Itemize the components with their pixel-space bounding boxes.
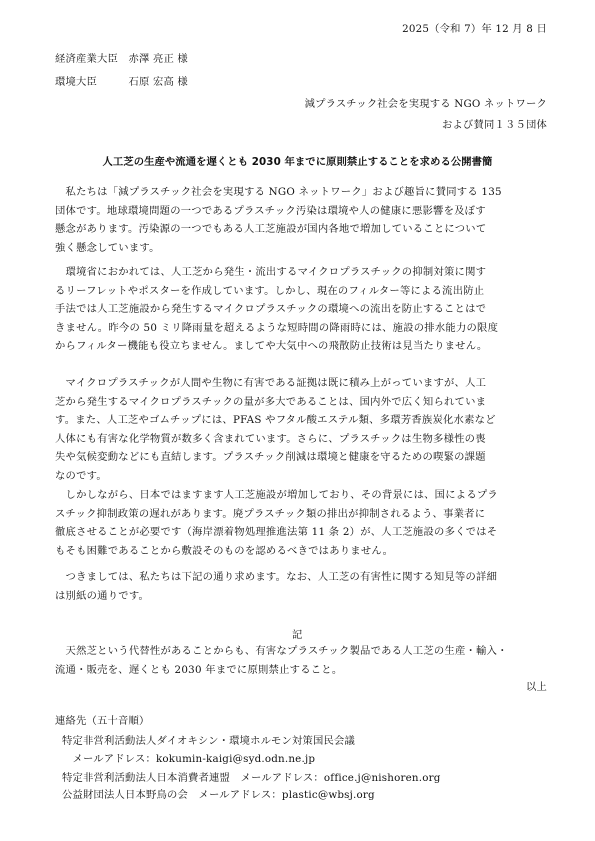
paragraph-line: 私たちは「減プラスチック社会を実現する NGO ネットワーク」および趣旨に賛同する 135 <box>55 186 502 198</box>
paragraph-line: きません。昨今の 50 ミリ降雨量を超えるような短時間の降雨時には、施設の排水能力の限度 <box>55 321 499 334</box>
paragraph-line: 徹底させることが必要です（海岸漂着物処理推進法第 11 条 2）が、人工芝施設の多くではそ <box>55 526 498 538</box>
request-paragraph <box>55 642 545 679</box>
contacts-heading: 連絡先（五十音順） <box>55 715 150 727</box>
paragraph-line: しかしながら、日本ではますます人工芝施設が増加しており、その背景には、国によるプラ <box>55 489 498 501</box>
paragraph-line: 強く懸念しています。 <box>55 241 160 254</box>
paragraph-line: 天然芝という代替性があることからも、有害なプラスチック製品である人工芝の生産・輸入・ <box>55 645 508 657</box>
paragraph-line: なのです。 <box>55 469 107 482</box>
paragraph-line: もそも困難であることから敷設そのものを認めるべきではありません。 <box>55 544 394 557</box>
paragraph-line: 手法では人工芝施設から発生するマイクロプラスチックの環境への流出を防止することはで <box>55 303 487 315</box>
paragraph-line: からフィルター機能も役立ちません。ましてや大気中への飛散防止技術は見当たりません。 <box>55 340 488 352</box>
body-paragraph-1 <box>55 183 545 257</box>
paragraph-line: は別紙の通りです。 <box>55 589 150 602</box>
sender-organization: 減プラスチック社会を実現する NGO ネットワーク <box>304 98 547 110</box>
paragraph-line: マイクロプラスチックが人間や生物に有害である証拠は既に積み上がっていますが、人工 <box>55 377 487 389</box>
sender-supporters: および賛同１３５団体 <box>442 119 547 131</box>
paragraph-line: 団体です。地球環境問題の一つであるプラスチック汚染は環境や人の健康に悪影響を及ぼす <box>55 204 486 217</box>
paragraph-line: 懸念があります。汚染源の一つでもある人工芝施設が国内各地で増加していることについて <box>55 223 487 235</box>
paragraph-line: 人体にも有害な化学物質が数多く含まれています。さらに、プラスチックは生物多様性の喪 <box>55 432 486 445</box>
body-paragraph-2 <box>55 263 545 356</box>
paragraph-line: スチック抑制政策の遅れがあります。廃プラスチック類の排出が抑制されるよう、事業者に <box>55 507 486 520</box>
body-paragraph-4 <box>55 486 545 560</box>
paragraph-line: つきましては、私たちは下記の通り求めます。なお、人工芝の有害性に関する知見等の詳細 <box>55 571 498 583</box>
letter-date: 2025（令和 7）年 12 月 8 日 <box>402 23 547 35</box>
paragraph-line: 芝から発生するマイクロプラスチックの量が多大であることは、国内外で広く知られていま <box>55 395 487 408</box>
contact-wild-bird-society: 公益財団法人日本野鳥の会 メールアドレス：plastic@wbsj.org <box>62 789 375 801</box>
contact-email-dioxin: メールアドレス：kokumin-kaigi@syd.odn.ne.jp <box>62 753 316 765</box>
paragraph-line: 失や気候変動などにも直結します。プラスチック削減は環境と健康を守るための喫緊の課題 <box>55 451 486 463</box>
letter-title: 人工芝の生産や流通を遅くとも 2030 年までに原則禁止することを求める公開書簡 <box>102 156 493 168</box>
ijou-closing: 以上 <box>526 681 547 693</box>
ki-heading: 記 <box>292 629 303 641</box>
paragraph-line: す。また、人工芝やゴムチップには、PFAS やフタル酸エステル類、多環芳香族炭化水素など <box>55 414 496 426</box>
recipient-minister-environment: 環境大臣 石原 宏高 様 <box>55 76 188 88</box>
contact-consumers-union: 特定非営利活動法人日本消費者連盟 メールアドレス：office.j@nishoren.org <box>62 772 441 784</box>
paragraph-line: 流通・販売を、遅くとも 2030 年までに原則禁止すること。 <box>55 663 343 676</box>
body-paragraph-3 <box>55 374 545 485</box>
body-paragraph-5 <box>55 568 545 605</box>
recipient-minister-economy: 経済産業大臣 赤澤 亮正 様 <box>55 53 188 65</box>
contact-organization-dioxin: 特定非営利活動法人ダイオキシン・環境ホルモン対策国民会議 <box>62 735 356 747</box>
paragraph-line: るリーフレットやポスターを作成しています。しかし、現在のフィルター等による流出防止 <box>55 284 485 297</box>
paragraph-line: 環境省におかれては、人工芝から発生・流出するマイクロプラスチックの抑制対策に関す <box>55 266 487 278</box>
